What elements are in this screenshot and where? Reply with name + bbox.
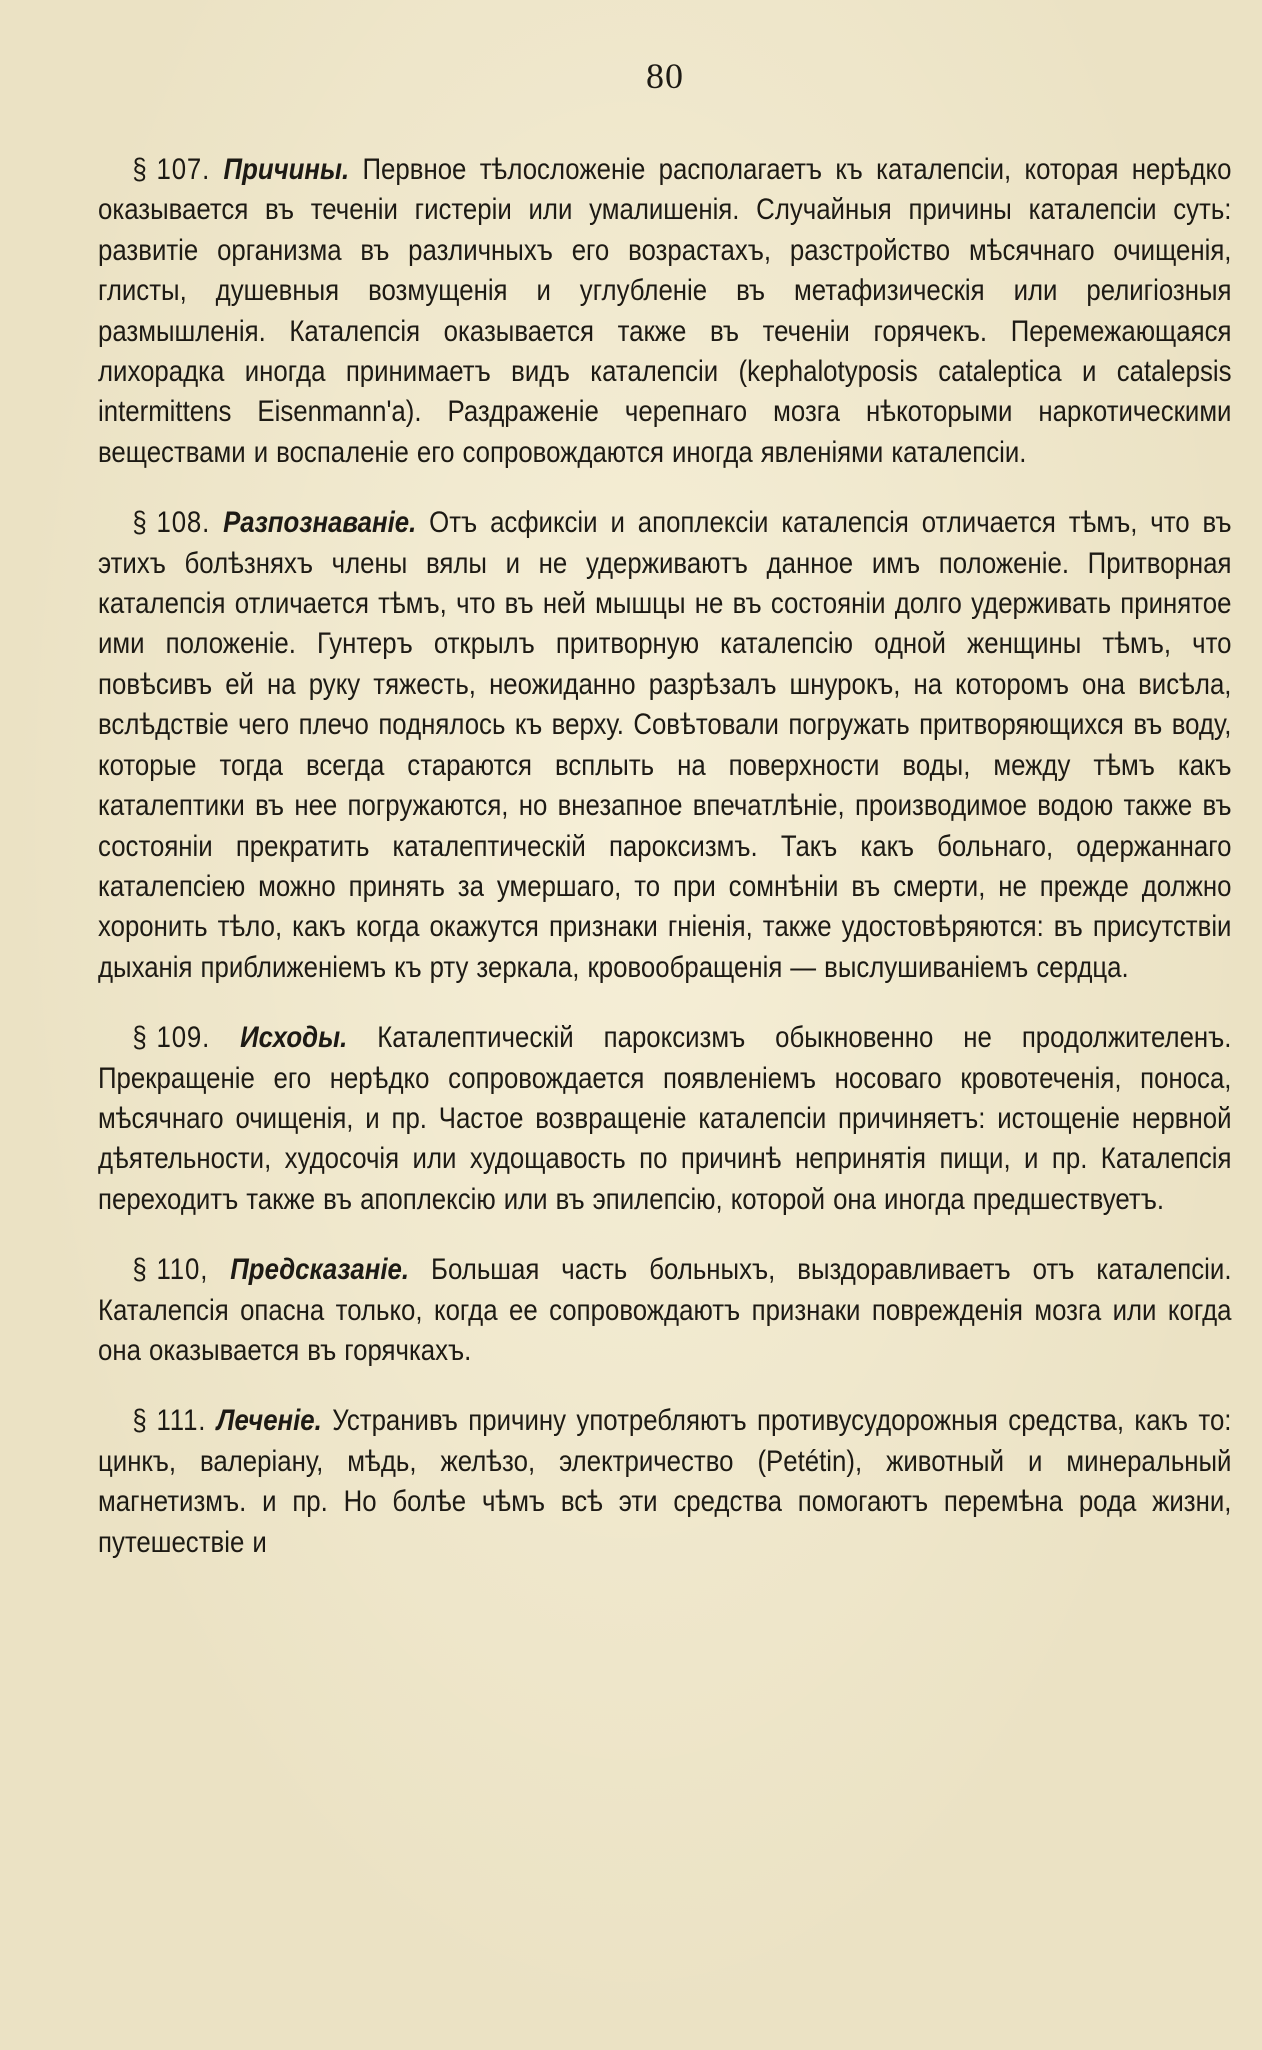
section-number: § 111. xyxy=(132,1404,207,1438)
section-text: Отъ асфиксіи и апоплексіи каталепсія отличается тѣмъ, что въ этихъ болѣзняхъ члены вялы и не удерживаютъ данное имъ положеніе. Притворная каталепсія отличается тѣмъ, что въ ней мышцы не въ состояніи долго удерживать принятое ими положеніе. Гунтеръ открылъ притворную каталепсію одной женщины тѣмъ, что повѣсивъ ей на руку тяжесть, неожиданно разрѣзалъ шнурокъ, на которомъ она висѣла, вслѣдствіе чего плечо поднялось къ верху. Совѣтовали погружать притворяющихся въ воду, которые тогда всегда стараются всплыть на поверхности воды, между тѣмъ какъ каталептики въ нее погружаются, но внезапное впечатлѣніе, производимое водою также въ состояніи прекратить каталептическій пароксизмъ. Такъ какъ больнаго, одержаннаго каталепсіею можно принять за умершаго, то при сомнѣніи въ смерти, не прежде должно хоронить тѣло, какъ когда окажутся признаки гніенія, также удостовѣряются: въ присутствіи дыханія приближеніемъ къ рту зеркала, кровообращенія — выслушиваніемъ сердца. xyxy=(98,506,1232,984)
section-109 xyxy=(98,1018,1231,1220)
section-title: Леченіе. xyxy=(216,1404,322,1438)
section-number: § 107. xyxy=(132,153,211,186)
page-number: 80 xyxy=(646,56,684,96)
section-title: Исходы. xyxy=(240,1021,348,1055)
section-107 xyxy=(98,150,1231,473)
section-text: Большая часть больныхъ, выздоравливаетъ отъ каталепсіи. Каталепсія опасна только, когда ее сопровождаютъ признаки поврежденія мозга или когда она оказывается въ горячкахъ. xyxy=(98,1253,1232,1367)
section-text: Устранивъ причину употребляютъ противусудорожныя средства, какъ то: цинкъ, валеріану, мѣдь, желѣзо, электричество (Petétin), животный и минеральный магнетизмъ. и пр. Но болѣе чѣмъ всѣ эти средства помогаютъ перемѣна рода жизни, путешествіе и xyxy=(98,1404,1232,1559)
section-108 xyxy=(98,503,1231,988)
section-title: Предсказаніе. xyxy=(230,1253,410,1287)
section-title: Причины. xyxy=(223,153,350,186)
section-title: Разпознаваніе. xyxy=(223,506,417,540)
section-number: § 110, xyxy=(132,1253,209,1287)
section-text: Каталептическій пароксизмъ обыкновенно не продолжителенъ. Прекращеніе его нерѣдко сопровождается появленіемъ носоваго кровотеченія, поноса, мѣсячнаго очищенія, и пр. Частое возвращеніе каталепсіи причиняетъ: истощеніе нервной дѣятельности, худосочія или худощавость по причинѣ непринятія пищи, и пр. Каталепсія переходитъ также въ апоплексію или въ эпилепсію, которой она иногда предшествуетъ. xyxy=(98,1021,1232,1216)
section-number: § 108. xyxy=(132,506,211,540)
section-111 xyxy=(98,1401,1231,1563)
section-number: § 109. xyxy=(132,1021,211,1055)
section-text: Первное тѣлосложеніе располагаетъ къ каталепсіи, которая нерѣдко оказывается въ теченіи гистеріи или умалишенія. Случайныя причины каталепсіи суть: развитіе организма въ различныхъ его возрастахъ, разстройство мѣсячнаго очищенія, глисты, душевныя возмущенія и углубленіе въ метафизическія или религіозныя размышленія. Каталепсія оказывается также въ теченіи горячекъ. Перемежающаяся лихорадка иногда принимаетъ видъ каталепсіи (kephalotyposis catalеptica и catalepsis intermittens Eisenmann'a). Раздраженіе черепнаго мозга нѣкоторыми наркотическими веществами и воспаленіе его сопровождаются иногда явленіями каталепсіи. xyxy=(98,153,1232,469)
section-110 xyxy=(98,1250,1231,1371)
